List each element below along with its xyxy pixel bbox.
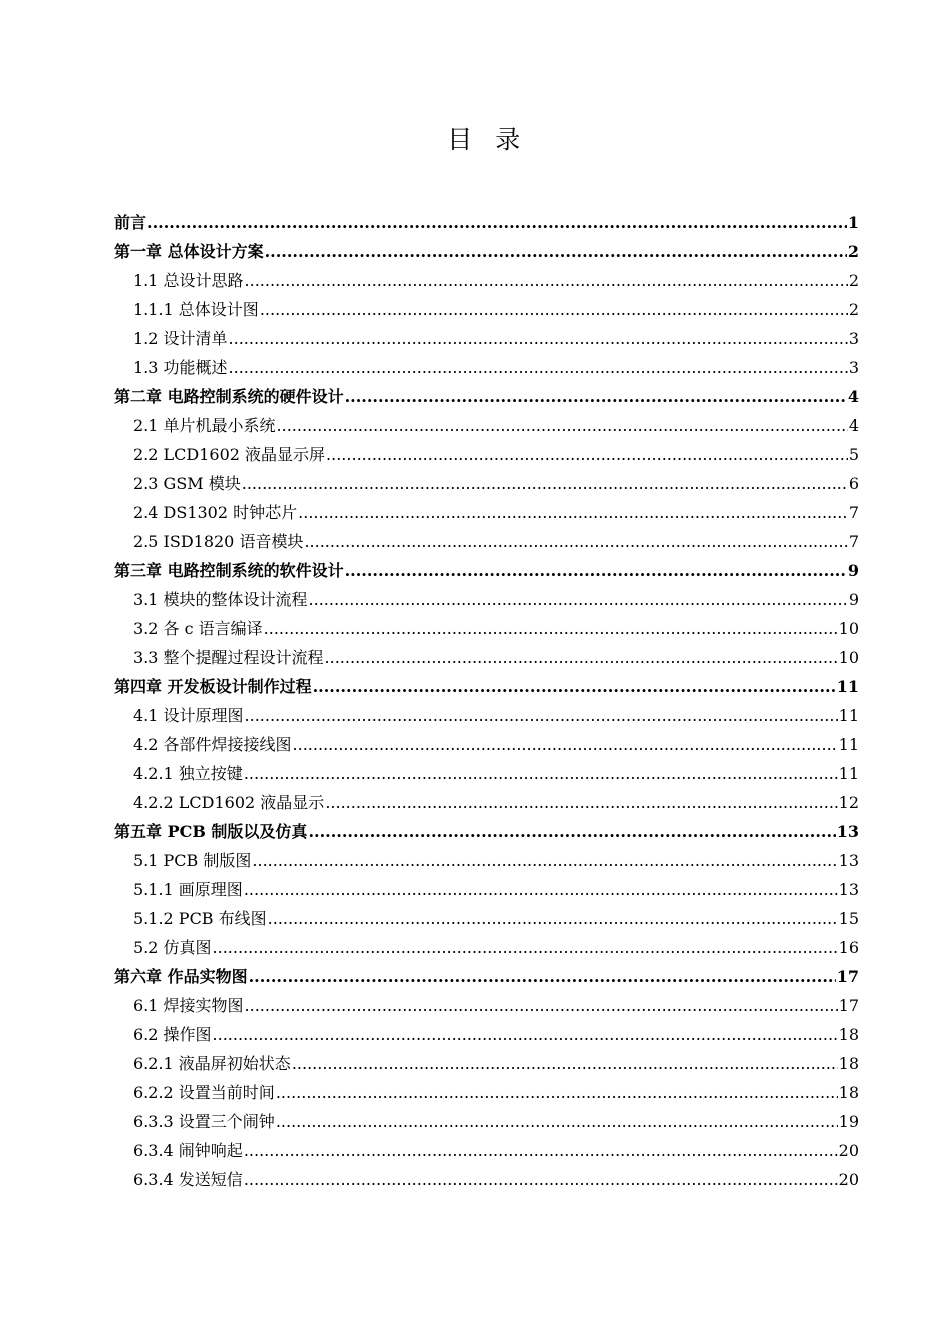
toc-entry-title: 5.1.2 PCB 布线图 xyxy=(133,909,267,928)
toc-page-number: 7 xyxy=(848,532,859,551)
toc-chapter-entry[interactable] xyxy=(114,237,859,266)
toc-dot-leader xyxy=(309,585,848,614)
toc-dot-leader xyxy=(325,788,837,817)
toc-entry-title: 第二章 电路控制系统的硬件设计 xyxy=(114,387,344,406)
toc-dot-leader xyxy=(276,1107,838,1136)
toc-dot-leader xyxy=(326,440,848,469)
toc-entry-title: 2.2 LCD1602 液晶显示屏 xyxy=(133,445,326,464)
toc-dot-leader xyxy=(313,672,836,701)
toc-dot-leader xyxy=(244,1136,838,1165)
toc-page-number: 11 xyxy=(836,677,859,696)
toc-dot-leader xyxy=(213,933,838,962)
toc-entry-title: 第五章 PCB 制版以及仿真 xyxy=(114,822,308,841)
toc-section-entry[interactable] xyxy=(114,1049,859,1078)
toc-section-entry[interactable] xyxy=(114,1136,859,1165)
toc-dot-leader xyxy=(244,759,838,788)
toc-dot-leader xyxy=(147,208,847,237)
toc-entry-title: 第三章 电路控制系统的软件设计 xyxy=(114,561,344,580)
toc-page-number: 1 xyxy=(847,213,859,232)
toc-entry-title: 3.1 模块的整体设计流程 xyxy=(133,590,308,609)
toc-page-number: 7 xyxy=(848,503,859,522)
toc-dot-leader xyxy=(213,1020,838,1049)
toc-section-entry[interactable] xyxy=(114,295,859,324)
toc-page-number: 2 xyxy=(847,242,859,261)
toc-page-number: 9 xyxy=(847,561,859,580)
toc-entry-title: 1.3 功能概述 xyxy=(133,358,228,377)
toc-entry-title: 5.1 PCB 制版图 xyxy=(133,851,252,870)
toc-dot-leader xyxy=(298,498,848,527)
toc-section-entry[interactable] xyxy=(114,788,859,817)
toc-page-number: 4 xyxy=(848,416,859,435)
toc-entry-title: 6.2.1 液晶屏初始状态 xyxy=(133,1054,291,1073)
toc-dot-leader xyxy=(325,643,838,672)
toc-section-entry[interactable] xyxy=(114,324,859,353)
toc-section-entry[interactable] xyxy=(114,701,859,730)
toc-entry-title: 5.1.1 画原理图 xyxy=(133,880,243,899)
toc-entry-title: 第一章 总体设计方案 xyxy=(114,242,264,261)
toc-dot-leader xyxy=(308,817,835,846)
toc-dot-leader xyxy=(244,875,838,904)
table-of-contents xyxy=(114,208,859,1194)
toc-section-entry[interactable] xyxy=(114,730,859,759)
toc-chapter-entry[interactable] xyxy=(114,208,859,237)
toc-dot-leader xyxy=(304,527,847,556)
toc-page-number: 13 xyxy=(838,851,859,870)
toc-dot-leader xyxy=(244,1165,838,1194)
toc-page-number: 3 xyxy=(848,329,859,348)
toc-page-number: 18 xyxy=(838,1083,859,1102)
toc-dot-leader xyxy=(252,846,837,875)
toc-section-entry[interactable] xyxy=(114,846,859,875)
toc-section-entry[interactable] xyxy=(114,1107,859,1136)
toc-page-number: 4 xyxy=(847,387,859,406)
toc-page-number: 5 xyxy=(848,445,859,464)
toc-page-number: 2 xyxy=(848,271,859,290)
toc-section-entry[interactable] xyxy=(114,614,859,643)
toc-entry-title: 2.5 ISD1820 语音模块 xyxy=(133,532,304,551)
toc-chapter-entry[interactable] xyxy=(114,556,859,585)
toc-entry-title: 1.1.1 总体设计图 xyxy=(133,300,259,319)
toc-entry-title: 3.3 整个提醒过程设计流程 xyxy=(133,648,324,667)
toc-entry-title: 1.1 总设计思路 xyxy=(133,271,244,290)
toc-page-number: 17 xyxy=(838,996,859,1015)
toc-section-entry[interactable] xyxy=(114,643,859,672)
toc-section-entry[interactable] xyxy=(114,585,859,614)
toc-page-number: 18 xyxy=(838,1054,859,1073)
toc-page-number: 16 xyxy=(838,938,859,957)
toc-dot-leader xyxy=(345,382,847,411)
toc-dot-leader xyxy=(245,266,848,295)
toc-section-entry[interactable] xyxy=(114,1078,859,1107)
toc-dot-leader xyxy=(242,469,848,498)
toc-entry-title: 6.3.4 闹钟响起 xyxy=(133,1141,243,1160)
toc-chapter-entry[interactable] xyxy=(114,817,859,846)
toc-dot-leader xyxy=(245,991,838,1020)
toc-dot-leader xyxy=(229,324,848,353)
toc-section-entry[interactable] xyxy=(114,933,859,962)
toc-entry-title: 2.3 GSM 模块 xyxy=(133,474,241,493)
toc-entry-title: 4.2.2 LCD1602 液晶显示 xyxy=(133,793,325,812)
toc-chapter-entry[interactable] xyxy=(114,962,859,991)
toc-page-number: 6 xyxy=(848,474,859,493)
toc-section-entry[interactable] xyxy=(114,875,859,904)
toc-section-entry[interactable] xyxy=(114,266,859,295)
toc-page-number: 13 xyxy=(838,880,859,899)
toc-section-entry[interactable] xyxy=(114,469,859,498)
toc-page-number: 12 xyxy=(838,793,859,812)
toc-section-entry[interactable] xyxy=(114,991,859,1020)
toc-dot-leader xyxy=(268,904,838,933)
toc-entry-title: 6.3.3 设置三个闹钟 xyxy=(133,1112,275,1131)
toc-entry-title: 前言 xyxy=(114,213,147,232)
toc-dot-leader xyxy=(260,295,848,324)
toc-entry-title: 6.2.2 设置当前时间 xyxy=(133,1083,275,1102)
toc-entry-title: 2.1 单片机最小系统 xyxy=(133,416,276,435)
toc-page-number: 18 xyxy=(838,1025,859,1044)
toc-page-number: 19 xyxy=(838,1112,859,1131)
toc-section-entry[interactable] xyxy=(114,353,859,382)
toc-page-number: 20 xyxy=(838,1170,859,1189)
toc-entry-title: 6.3.4 发送短信 xyxy=(133,1170,243,1189)
toc-page-number: 10 xyxy=(838,619,859,638)
toc-page-number: 17 xyxy=(836,967,859,986)
toc-dot-leader xyxy=(264,614,838,643)
toc-dot-leader xyxy=(345,556,847,585)
toc-dot-leader xyxy=(276,1078,838,1107)
toc-dot-leader xyxy=(293,730,838,759)
toc-dot-leader xyxy=(292,1049,838,1078)
toc-page-number: 3 xyxy=(848,358,859,377)
toc-section-entry[interactable] xyxy=(114,440,859,469)
toc-entry-title: 6.1 焊接实物图 xyxy=(133,996,244,1015)
toc-chapter-entry[interactable] xyxy=(114,382,859,411)
toc-page-number: 11 xyxy=(838,764,859,783)
toc-dot-leader xyxy=(265,237,847,266)
toc-entry-title: 1.2 设计清单 xyxy=(133,329,228,348)
toc-section-entry[interactable] xyxy=(114,498,859,527)
toc-section-entry[interactable] xyxy=(114,1165,859,1194)
toc-entry-title: 5.2 仿真图 xyxy=(133,938,212,957)
toc-chapter-entry[interactable] xyxy=(114,672,859,701)
toc-page-number: 11 xyxy=(838,706,859,725)
toc-entry-title: 2.4 DS1302 时钟芯片 xyxy=(133,503,298,522)
toc-entry-title: 4.2 各部件焊接接线图 xyxy=(133,735,292,754)
toc-entry-title: 3.2 各 c 语言编译 xyxy=(133,619,263,638)
toc-entry-title: 4.1 设计原理图 xyxy=(133,706,244,725)
toc-section-entry[interactable] xyxy=(114,1020,859,1049)
page-title: 目 录 xyxy=(447,125,528,154)
toc-page-number: 20 xyxy=(838,1141,859,1160)
toc-section-entry[interactable] xyxy=(114,411,859,440)
toc-entry-title: 第六章 作品实物图 xyxy=(114,967,248,986)
toc-page-number: 2 xyxy=(848,300,859,319)
toc-page-number: 10 xyxy=(838,648,859,667)
toc-page-number: 15 xyxy=(838,909,859,928)
toc-section-entry[interactable] xyxy=(114,904,859,933)
toc-entry-title: 6.2 操作图 xyxy=(133,1025,212,1044)
toc-page-number: 13 xyxy=(836,822,859,841)
toc-page-number: 11 xyxy=(838,735,859,754)
toc-section-entry[interactable] xyxy=(114,759,859,788)
toc-dot-leader xyxy=(249,962,836,991)
toc-dot-leader xyxy=(229,353,848,382)
toc-page-number: 9 xyxy=(848,590,859,609)
toc-dot-leader xyxy=(245,701,838,730)
toc-entry-title: 4.2.1 独立按键 xyxy=(133,764,243,783)
toc-section-entry[interactable] xyxy=(114,527,859,556)
toc-dot-leader xyxy=(277,411,848,440)
toc-entry-title: 第四章 开发板设计制作过程 xyxy=(114,677,312,696)
